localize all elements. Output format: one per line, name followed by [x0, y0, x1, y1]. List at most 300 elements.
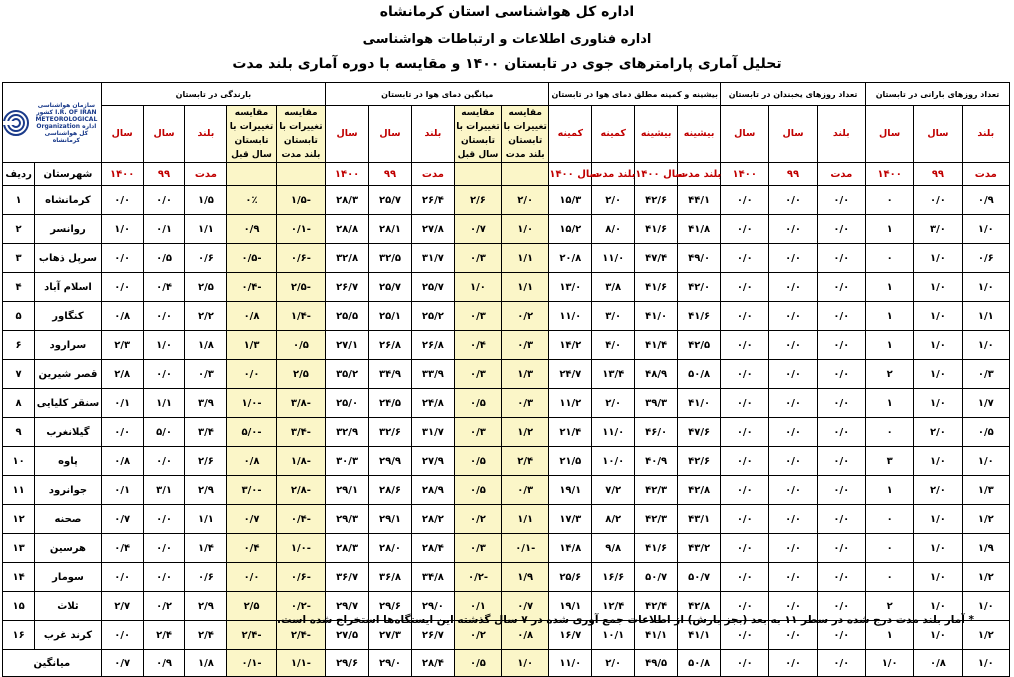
- cell-minLong: ۱۰/۱: [592, 621, 635, 650]
- cell-r1400: ۰: [865, 244, 913, 273]
- cell-p99: ۰/۴: [143, 273, 185, 302]
- cell-t1400: ۳۰/۳: [326, 447, 369, 476]
- cell-pcmpLong: ۱/۱-: [276, 650, 325, 677]
- cell-maxLong: ۴۴/۱: [678, 186, 721, 215]
- cell-flong: ۰/۰: [817, 360, 865, 389]
- cell-maxLong: ۴۲/۸: [678, 476, 721, 505]
- cell-tcmpLong: ۰/۳: [502, 331, 549, 360]
- hdr2-flong: مدت: [817, 163, 865, 186]
- cell-tcmpPrev: ۰/۳: [454, 360, 501, 389]
- hdr2-minlong: بلند مدت: [592, 163, 635, 186]
- cell-maxLong: ۴۳/۱: [678, 505, 721, 534]
- cell-minLong: ۸/۲: [592, 505, 635, 534]
- cell-p1400: ۰/۷: [101, 505, 143, 534]
- cell-p1400: ۰/۰: [101, 563, 143, 592]
- cell-max1400: ۵۰/۷: [635, 563, 678, 592]
- cell-r99: ۱/۰: [914, 505, 962, 534]
- cell-tcmpLong: ۲/۰: [502, 186, 549, 215]
- cell-tcmpPrev: ۰/۲-: [454, 563, 501, 592]
- cell-pcmpPrev: ۰/۸: [227, 447, 276, 476]
- cell-t99: ۳۶/۸: [369, 563, 412, 592]
- cell-pcmpPrev: ۰/۱-: [227, 650, 276, 677]
- meteorological-org-icon: [3, 110, 29, 136]
- cell-max1400: ۴۱/۰: [635, 302, 678, 331]
- cell-tcmpLong: ۱/۲: [502, 418, 549, 447]
- cell-r1400: ۲: [865, 360, 913, 389]
- hdr2-p99: ۹۹: [143, 163, 185, 186]
- cell-tcmpPrev: ۰/۳: [454, 302, 501, 331]
- cell-max1400: ۴۱/۶: [635, 534, 678, 563]
- cell-plong: ۰/۶: [185, 244, 227, 273]
- cell-r1400: ۱: [865, 215, 913, 244]
- table-row: [3, 331, 1010, 360]
- cell-max1400: ۴۱/۱: [635, 621, 678, 650]
- table-row: [3, 389, 1010, 418]
- cell-minLong: ۱۱/۰: [592, 418, 635, 447]
- cell-minLong: ۱۳/۴: [592, 360, 635, 389]
- cell-plong: ۲/۹: [185, 592, 227, 621]
- cell-t1400: ۲۸/۸: [326, 215, 369, 244]
- hdr-t99: سال: [369, 106, 412, 163]
- cell-tlong: ۲۸/۲: [411, 505, 454, 534]
- cell-r99: ۱/۰: [914, 447, 962, 476]
- table-row: [3, 534, 1010, 563]
- table-row: [3, 563, 1010, 592]
- cell-max1400: ۴۲/۳: [635, 505, 678, 534]
- cell-tlong: ۳۳/۹: [411, 360, 454, 389]
- dept-title: اداره فناوری اطلاعات و ارتباطات هواشناسی: [362, 32, 652, 47]
- cell-rlong: ۱/۰: [962, 215, 1009, 244]
- cell-min1400: ۱۵/۲: [549, 215, 592, 244]
- cell-pcmpLong: ۱/۵-: [276, 186, 325, 215]
- hdr-station: شهرستان: [35, 163, 102, 186]
- cell-station: هرسین: [35, 534, 102, 563]
- cell-t1400: ۲۷/۵: [326, 621, 369, 650]
- cell-flong: ۰/۰: [817, 592, 865, 621]
- cell-flong: ۰/۰: [817, 476, 865, 505]
- cell-min1400: ۱۷/۳: [549, 505, 592, 534]
- hdr-r99: سال: [914, 106, 962, 163]
- cell-r99: ۳/۰: [914, 215, 962, 244]
- hdr-f99: سال: [769, 106, 817, 163]
- cell-rlong: ۱/۱: [962, 302, 1009, 331]
- cell-tlong: ۲۷/۸: [411, 215, 454, 244]
- cell-min1400: ۱۳/۰: [549, 273, 592, 302]
- cell-rlong: ۱/۲: [962, 621, 1009, 650]
- cell-r99: ۱/۰: [914, 360, 962, 389]
- cell-min1400: ۲۰/۸: [549, 244, 592, 273]
- hdr-tcmp-prev: مقایسه تغییرات با تابستان سال قبل: [454, 106, 501, 163]
- cell-station: کنگاور: [35, 302, 102, 331]
- cell-station: اسلام آباد: [35, 273, 102, 302]
- cell-max1400: ۴۱/۶: [635, 273, 678, 302]
- hdr-tlong: بلند: [411, 106, 454, 163]
- cell-p99: ۰/۰: [143, 563, 185, 592]
- cell-tcmpPrev: ۰/۵: [454, 476, 501, 505]
- cell-pcmpPrev: ۵/۰-: [227, 418, 276, 447]
- cell-f99: ۰/۰: [769, 186, 817, 215]
- cell-tcmpPrev: ۰/۲: [454, 621, 501, 650]
- cell-flong: ۰/۰: [817, 505, 865, 534]
- cell-p1400: ۰/۰: [101, 273, 143, 302]
- cell-f99: ۰/۰: [769, 389, 817, 418]
- cell-flong: ۰/۰: [817, 389, 865, 418]
- cell-r1400: ۲: [865, 592, 913, 621]
- cell-flong: ۰/۰: [817, 331, 865, 360]
- cell-r99: ۱/۰: [914, 563, 962, 592]
- cell-pcmpPrev: ۰٪: [227, 186, 276, 215]
- table-row: [3, 273, 1010, 302]
- cell-r99: ۱/۰: [914, 244, 962, 273]
- hdr-rank: ردیف: [3, 163, 35, 186]
- cell-r1400: ۱: [865, 476, 913, 505]
- cell-pcmpLong: ۰/۶-: [276, 563, 325, 592]
- cell-t1400: ۲۸/۳: [326, 534, 369, 563]
- cell-min1400: ۲۵/۶: [549, 563, 592, 592]
- cell-max1400: ۴۰/۹: [635, 447, 678, 476]
- table-row: [3, 244, 1010, 273]
- cell-p99: ۰/۹: [143, 650, 185, 677]
- cell-min1400: ۱۶/۷: [549, 621, 592, 650]
- cell-f99: ۰/۰: [769, 302, 817, 331]
- cell-tlong: ۲۸/۴: [411, 534, 454, 563]
- cell-tcmpPrev: ۰/۷: [454, 215, 501, 244]
- cell-tlong: ۳۱/۷: [411, 244, 454, 273]
- cell-t1400: ۲۹/۷: [326, 592, 369, 621]
- footnote-mark: *: [968, 614, 974, 626]
- hdr-max1400: بیشینه: [635, 106, 678, 163]
- cell-rank: ۱۵: [3, 592, 35, 621]
- cell-f99: ۰/۰: [769, 476, 817, 505]
- cell-station: سرارود: [35, 331, 102, 360]
- cell-flong: ۰/۰: [817, 447, 865, 476]
- cell-t1400: ۲۶/۷: [326, 273, 369, 302]
- cell-pcmpLong: ۳/۴-: [276, 418, 325, 447]
- cell-flong: ۰/۰: [817, 418, 865, 447]
- table-row: [3, 418, 1010, 447]
- cell-r1400: ۰: [865, 505, 913, 534]
- cell-t99: ۲۸/۰: [369, 534, 412, 563]
- cell-pcmpPrev: ۰/۰: [227, 563, 276, 592]
- cell-p99: ۳/۱: [143, 476, 185, 505]
- cell-tcmpLong: ۱/۰: [502, 215, 549, 244]
- cell-f1400: ۰/۰: [721, 534, 769, 563]
- cell-max1400: ۴۲/۶: [635, 186, 678, 215]
- hdr-tcmp-long: مقایسه تغییرات با تابستان بلند مدت: [502, 106, 549, 163]
- cell-tcmpPrev: ۰/۵: [454, 389, 501, 418]
- hdr-rlong: بلند: [962, 106, 1009, 163]
- cell-r99: ۱/۰: [914, 302, 962, 331]
- cell-tlong: ۲۵/۲: [411, 302, 454, 331]
- cell-plong: ۳/۴: [185, 418, 227, 447]
- cell-p1400: ۰/۰: [101, 621, 143, 650]
- cell-t99: ۲۶/۸: [369, 331, 412, 360]
- cell-plong: ۱/۸: [185, 331, 227, 360]
- cell-maxLong: ۵۰/۸: [678, 650, 721, 677]
- cell-f1400: ۰/۰: [721, 244, 769, 273]
- cell-t1400: ۲۸/۳: [326, 186, 369, 215]
- cell-min1400: ۲۱/۴: [549, 418, 592, 447]
- cell-r99: ۱/۰: [914, 534, 962, 563]
- cell-minLong: ۱۶/۶: [592, 563, 635, 592]
- cell-tcmpLong: ۰/۳: [502, 476, 549, 505]
- cell-rank: ۱۴: [3, 563, 35, 592]
- hdr2-rlong: مدت: [962, 163, 1009, 186]
- average-row: [3, 650, 1010, 677]
- cell-pcmpPrev: ۰/۴: [227, 534, 276, 563]
- table-row: [3, 186, 1010, 215]
- cell-f99: ۰/۰: [769, 592, 817, 621]
- cell-p99: ۰/۰: [143, 186, 185, 215]
- cell-pcmpLong: ۰/۴-: [276, 505, 325, 534]
- cell-tlong: ۲۷/۹: [411, 447, 454, 476]
- cell-rlong: ۱/۲: [962, 563, 1009, 592]
- cell-rlong: ۱/۷: [962, 389, 1009, 418]
- cell-max1400: ۴۶/۰: [635, 418, 678, 447]
- cell-minLong: ۹/۸: [592, 534, 635, 563]
- cell-station: ثلاث: [35, 592, 102, 621]
- cell-f99: ۰/۰: [769, 650, 817, 677]
- cell-rlong: ۰/۹: [962, 186, 1009, 215]
- cell-tcmpPrev: ۰/۵: [454, 447, 501, 476]
- cell-min1400: ۱۴/۸: [549, 534, 592, 563]
- cell-t1400: ۲۹/۳: [326, 505, 369, 534]
- cell-rank: ۹: [3, 418, 35, 447]
- cell-rank: ۶: [3, 331, 35, 360]
- cell-t1400: ۲۹/۶: [326, 650, 369, 677]
- cell-f99: ۰/۰: [769, 215, 817, 244]
- cell-tcmpPrev: ۰/۵: [454, 650, 501, 677]
- cell-min1400: ۲۱/۵: [549, 447, 592, 476]
- cell-pcmpLong: ۲/۴-: [276, 621, 325, 650]
- cell-t99: ۲۴/۵: [369, 389, 412, 418]
- cell-pcmpPrev: ۱/۳: [227, 331, 276, 360]
- cell-min1400: ۱۹/۱: [549, 592, 592, 621]
- cell-plong: ۲/۹: [185, 476, 227, 505]
- cell-tcmpLong: ۱/۱: [502, 505, 549, 534]
- cell-r99: ۱/۰: [914, 273, 962, 302]
- hdr2-f1400: ۱۴۰۰: [721, 163, 769, 186]
- cell-t1400: ۳۵/۲: [326, 360, 369, 389]
- cell-pcmpLong: ۲/۵-: [276, 273, 325, 302]
- hdr2-p1400: ۱۴۰۰: [101, 163, 143, 186]
- cell-f99: ۰/۰: [769, 534, 817, 563]
- cell-max1400: ۳۹/۳: [635, 389, 678, 418]
- cell-maxLong: ۴۱/۶: [678, 302, 721, 331]
- cell-max1400: ۴۱/۴: [635, 331, 678, 360]
- cell-minLong: ۱۰/۰: [592, 447, 635, 476]
- cell-pcmpPrev: ۰/۴-: [227, 273, 276, 302]
- cell-tlong: ۲۸/۹: [411, 476, 454, 505]
- cell-p1400: ۲/۷: [101, 592, 143, 621]
- cell-r1400: ۱/۰: [865, 650, 913, 677]
- cell-tcmpLong: ۱/۳: [502, 360, 549, 389]
- cell-minLong: ۲/۰: [592, 186, 635, 215]
- cell-tcmpPrev: ۰/۱: [454, 592, 501, 621]
- cell-tlong: ۲۶/۷: [411, 621, 454, 650]
- cell-p1400: ۰/۸: [101, 302, 143, 331]
- cell-tcmpLong: ۰/۷: [502, 592, 549, 621]
- cell-rlong: ۱/۹: [962, 534, 1009, 563]
- cell-p99: ۰/۲: [143, 592, 185, 621]
- cell-pcmpLong: ۱/۰-: [276, 534, 325, 563]
- cell-pcmpLong: ۳/۸-: [276, 389, 325, 418]
- table-row: [3, 215, 1010, 244]
- cell-station: کرند غرب: [35, 621, 102, 650]
- cell-f99: ۰/۰: [769, 360, 817, 389]
- cell-p99: ۰/۵: [143, 244, 185, 273]
- cell-rlong: ۰/۶: [962, 244, 1009, 273]
- cell-p1400: ۰/۰: [101, 418, 143, 447]
- cell-minLong: ۴/۰: [592, 331, 635, 360]
- cell-p1400: ۲/۳: [101, 331, 143, 360]
- cell-t1400: ۲۵/۵: [326, 302, 369, 331]
- logo: [3, 83, 102, 163]
- cell-r1400: ۰: [865, 186, 913, 215]
- cell-flong: ۰/۰: [817, 273, 865, 302]
- cell-min1400: ۱۱/۰: [549, 650, 592, 677]
- cell-t99: ۲۹/۹: [369, 447, 412, 476]
- cell-station: قصر شیرین: [35, 360, 102, 389]
- cell-flong: ۰/۰: [817, 534, 865, 563]
- cell-tlong: ۲۴/۸: [411, 389, 454, 418]
- cell-pcmpPrev: ۰/۰: [227, 360, 276, 389]
- group-mean-temp: میانگین دمای هوا در تابستان: [326, 83, 549, 106]
- cell-max1400: ۴۹/۵: [635, 650, 678, 677]
- hdr2-f99: ۹۹: [769, 163, 817, 186]
- cell-p1400: ۰/۰: [101, 186, 143, 215]
- footnote: [277, 614, 974, 626]
- hdr-t1400: سال: [326, 106, 369, 163]
- cell-plong: ۰/۶: [185, 563, 227, 592]
- hdr-f1400: سال: [721, 106, 769, 163]
- cell-plong: ۱/۱: [185, 505, 227, 534]
- cell-plong: ۱/۸: [185, 650, 227, 677]
- cell-plong: ۱/۵: [185, 186, 227, 215]
- cell-p99: ۰/۰: [143, 360, 185, 389]
- org-title: اداره کل هواشناسی استان کرمانشاه: [379, 4, 635, 20]
- cell-maxLong: ۴۳/۲: [678, 534, 721, 563]
- cell-p1400: ۲/۸: [101, 360, 143, 389]
- cell-r99: ۱/۰: [914, 331, 962, 360]
- cell-f1400: ۰/۰: [721, 186, 769, 215]
- cell-f99: ۰/۰: [769, 273, 817, 302]
- cell-tcmpPrev: ۰/۲: [454, 505, 501, 534]
- cell-f99: ۰/۰: [769, 244, 817, 273]
- cell-f1400: ۰/۰: [721, 389, 769, 418]
- cell-r99: ۱/۰: [914, 389, 962, 418]
- cell-tcmpLong: ۱/۱: [502, 273, 549, 302]
- cell-rlong: ۱/۲: [962, 505, 1009, 534]
- hdr2-pcmp-long: [276, 163, 325, 186]
- cell-t1400: ۲۹/۱: [326, 476, 369, 505]
- cell-r1400: ۱: [865, 331, 913, 360]
- cell-t99: ۳۲/۶: [369, 418, 412, 447]
- cell-pcmpPrev: ۲/۴-: [227, 621, 276, 650]
- hdr2-min1400: سال ۱۴۰۰: [549, 163, 592, 186]
- cell-p99: ۰/۰: [143, 447, 185, 476]
- cell-t99: ۳۲/۵: [369, 244, 412, 273]
- cell-p1400: ۰/۰: [101, 244, 143, 273]
- average-label: میانگین: [3, 650, 102, 677]
- cell-p1400: ۰/۱: [101, 389, 143, 418]
- cell-tlong: ۳۱/۷: [411, 418, 454, 447]
- footnote-text: آمار بلند مدت درج شده در سطر ۱۱ به بعد (بجز بارش) از اطلاعات جمع آوری شده در ۷ سال گذشته این ایستگاه‌ها استخراج شده است.: [277, 614, 965, 626]
- cell-pcmpLong: ۰/۵: [276, 331, 325, 360]
- cell-pcmpLong: ۱/۴-: [276, 302, 325, 331]
- cell-min1400: ۱۵/۳: [549, 186, 592, 215]
- cell-rlong: ۰/۵: [962, 418, 1009, 447]
- cell-flong: ۰/۰: [817, 621, 865, 650]
- cell-pcmpLong: ۰/۲-: [276, 592, 325, 621]
- cell-r99: ۰/۰: [914, 186, 962, 215]
- cell-maxLong: ۵۰/۷: [678, 563, 721, 592]
- cell-maxLong: ۴۲/۸: [678, 592, 721, 621]
- cell-f99: ۰/۰: [769, 621, 817, 650]
- hdr-pcmp-prev: مقایسه تغییرات با تابستان سال قبل: [227, 106, 276, 163]
- cell-tcmpLong: ۰/۳: [502, 389, 549, 418]
- cell-plong: ۲/۶: [185, 447, 227, 476]
- hdr-pcmp-long: مقایسه تغییرات با تابستان بلند مدت: [276, 106, 325, 163]
- hdr-plong: بلند: [185, 106, 227, 163]
- cell-r99: ۲/۰: [914, 418, 962, 447]
- cell-r99: ۲/۰: [914, 476, 962, 505]
- hdr2-r99: ۹۹: [914, 163, 962, 186]
- cell-station: سرپل ذهاب: [35, 244, 102, 273]
- cell-f99: ۰/۰: [769, 418, 817, 447]
- hdr2-maxlong: بلند مدت: [678, 163, 721, 186]
- cell-flong: ۰/۰: [817, 186, 865, 215]
- cell-rank: ۱۲: [3, 505, 35, 534]
- cell-f1400: ۰/۰: [721, 650, 769, 677]
- cell-tlong: ۲۶/۴: [411, 186, 454, 215]
- cell-r1400: ۰: [865, 563, 913, 592]
- cell-max1400: ۴۲/۴: [635, 592, 678, 621]
- cell-maxLong: ۴۲/۰: [678, 273, 721, 302]
- cell-rank: ۵: [3, 302, 35, 331]
- cell-f99: ۰/۰: [769, 447, 817, 476]
- hdr-p1400: سال: [101, 106, 143, 163]
- hdr-p99: سال: [143, 106, 185, 163]
- cell-f99: ۰/۰: [769, 331, 817, 360]
- cell-plong: ۱/۱: [185, 215, 227, 244]
- cell-rlong: ۱/۰: [962, 592, 1009, 621]
- cell-t1400: ۲۷/۱: [326, 331, 369, 360]
- cell-maxLong: ۴۲/۵: [678, 331, 721, 360]
- cell-rank: ۲: [3, 215, 35, 244]
- cell-minLong: ۳/۰: [592, 302, 635, 331]
- cell-r1400: ۰: [865, 534, 913, 563]
- cell-pcmpPrev: ۰/۹: [227, 215, 276, 244]
- cell-maxLong: ۴۱/۰: [678, 389, 721, 418]
- hdr-minlong: کمینه: [592, 106, 635, 163]
- cell-station: سنقر کلیایی: [35, 389, 102, 418]
- table-row: [3, 360, 1010, 389]
- cell-rank: ۱۶: [3, 621, 35, 650]
- cell-p99: ۲/۴: [143, 621, 185, 650]
- cell-tcmpPrev: ۰/۴: [454, 331, 501, 360]
- cell-t99: ۲۵/۱: [369, 302, 412, 331]
- cell-maxLong: ۴۹/۰: [678, 244, 721, 273]
- cell-tcmpLong: ۰/۱-: [502, 534, 549, 563]
- cell-r99: ۱/۰: [914, 592, 962, 621]
- cell-t1400: ۳۲/۹: [326, 418, 369, 447]
- cell-tcmpLong: ۲/۴: [502, 447, 549, 476]
- cell-tcmpPrev: ۰/۳: [454, 418, 501, 447]
- cell-plong: ۳/۹: [185, 389, 227, 418]
- cell-min1400: ۱۱/۰: [549, 302, 592, 331]
- hdr-flong: بلند: [817, 106, 865, 163]
